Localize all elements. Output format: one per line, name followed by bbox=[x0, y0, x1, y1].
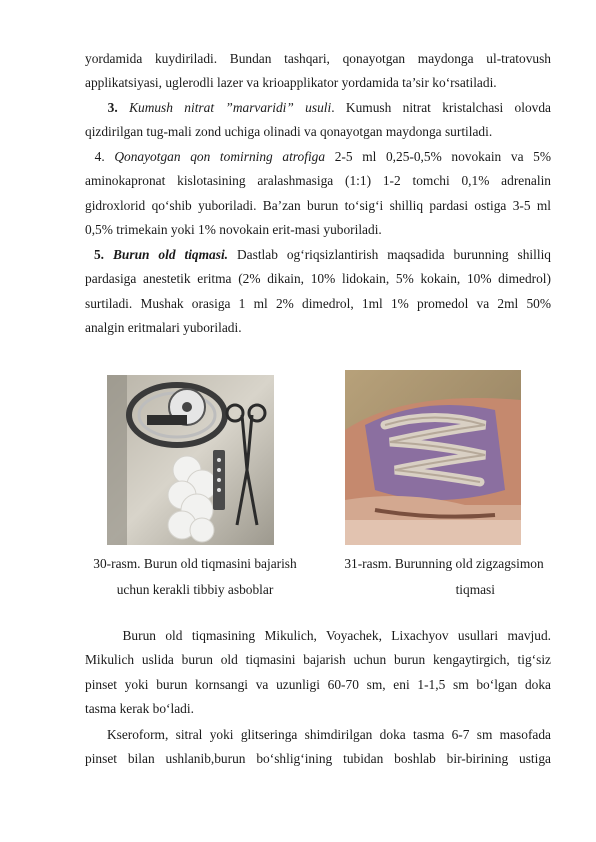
method-title: Burun old tiqmasi. bbox=[112, 247, 229, 262]
text-line: pardasiga anestetik eritma (2% dikain, 10% lidokain, 5% kokain, 10% dimedrol) bbox=[85, 271, 551, 287]
text-line: tasma kerak bo‘ladi. bbox=[85, 701, 194, 717]
instruments-illustration bbox=[107, 375, 274, 545]
text-line: aminokapronat kislotasining aralashmasiga (1:1) 1-2 tomchi 0,1% adrenalin bbox=[85, 173, 551, 189]
text-line: pinset bilan ushlanib,burun bo‘shlig‘ining tubidan boshlab bir-birining ustiga bbox=[85, 751, 551, 767]
text-line bbox=[85, 723, 551, 747]
method-title: Kumush nitrat ”marvaridi” usuli bbox=[129, 100, 332, 115]
figure-31-caption bbox=[335, 551, 553, 603]
paragraph-continuation bbox=[85, 47, 551, 96]
nasal-packing-illustration bbox=[345, 370, 521, 545]
caption-line: 30-rasm. Burun old tiqmasini bajarish bbox=[93, 556, 297, 571]
text-line: 0,5% trimekain yoki 1% novokain erit-masi yuboriladi. bbox=[85, 222, 382, 238]
paragraph-gauze-strip bbox=[85, 723, 551, 772]
text-line bbox=[85, 145, 551, 169]
paragraph-vessel-infiltration bbox=[85, 145, 551, 243]
paragraph-silver-nitrate bbox=[85, 96, 551, 145]
method-title: Qonayotgan qon tomirning atrofiga bbox=[114, 149, 326, 164]
text-line bbox=[85, 96, 551, 120]
text-line: analgin eritmalari yuboriladi. bbox=[85, 320, 242, 336]
text-fragment: Dastlab og‘riqsizlantirish maqsadida burunning shilliq bbox=[228, 247, 551, 262]
text-fragment: Kseroform, sitral yoki glitseringa shimdirilgan doka tasma 6-7 sm masofada bbox=[106, 727, 551, 742]
item-number: 4. bbox=[94, 149, 105, 164]
text-line: qizdirilgan tug-mali zond uchiga olinadi va qonayotgan maydonga surtiladi. bbox=[85, 124, 493, 140]
text-line: gidroxlorid qo‘shib yuboriladi. Ba’zan burun to‘sig‘i shilliq pardasi ostiga 3-5 ml bbox=[85, 197, 551, 213]
text-line bbox=[85, 624, 551, 648]
item-number: 5. bbox=[93, 247, 105, 262]
text-line: surtiladi. Mushak orasiga 1 ml 2% dimedrol, 1ml 1% promedol va 2ml 50% bbox=[85, 295, 551, 311]
text-fragment: . Kumush nitrat kristalchasi olovda bbox=[331, 100, 551, 115]
figure-instruments-photo bbox=[107, 375, 274, 545]
text-line bbox=[85, 243, 551, 267]
figure-nasal-anatomy bbox=[345, 370, 521, 545]
text-fragment: 2-5 ml 0,25-0,5% novokain va 5% bbox=[325, 149, 552, 164]
text-line: pinset yoki burun kornsangi va uzunligi 60-70 sm, eni 1-1,5 sm bo‘lgan doka bbox=[85, 676, 551, 692]
text-fragment: Burun old tiqmasining Mikulich, Voyachek, Lixachyov usullari mavjud. bbox=[122, 628, 551, 643]
text-line: yordamida kuydiriladi. Bundan tashqari, qonayotgan maydonga ul-tratovush bbox=[85, 51, 551, 66]
caption-line: tiqmasi bbox=[455, 582, 495, 597]
paragraph-mikulich bbox=[85, 624, 551, 722]
caption-line: 31-rasm. Burunning old zigzagsimon bbox=[344, 556, 544, 571]
paragraph-anterior-packing bbox=[85, 243, 551, 341]
figure-30-caption bbox=[85, 551, 305, 603]
caption-line: uchun kerakli tibbiy asboblar bbox=[116, 582, 274, 597]
item-number: 3. bbox=[107, 100, 118, 115]
text-line: Mikulich uslida burun old tiqmasini bajarish uchun burun kengaytirgich, tig‘siz bbox=[85, 652, 551, 668]
text-line: applikatsiyasi, uglerodli lazer va krioapplikator yordamida ta’sir ko‘rsatiladi. bbox=[85, 75, 497, 91]
